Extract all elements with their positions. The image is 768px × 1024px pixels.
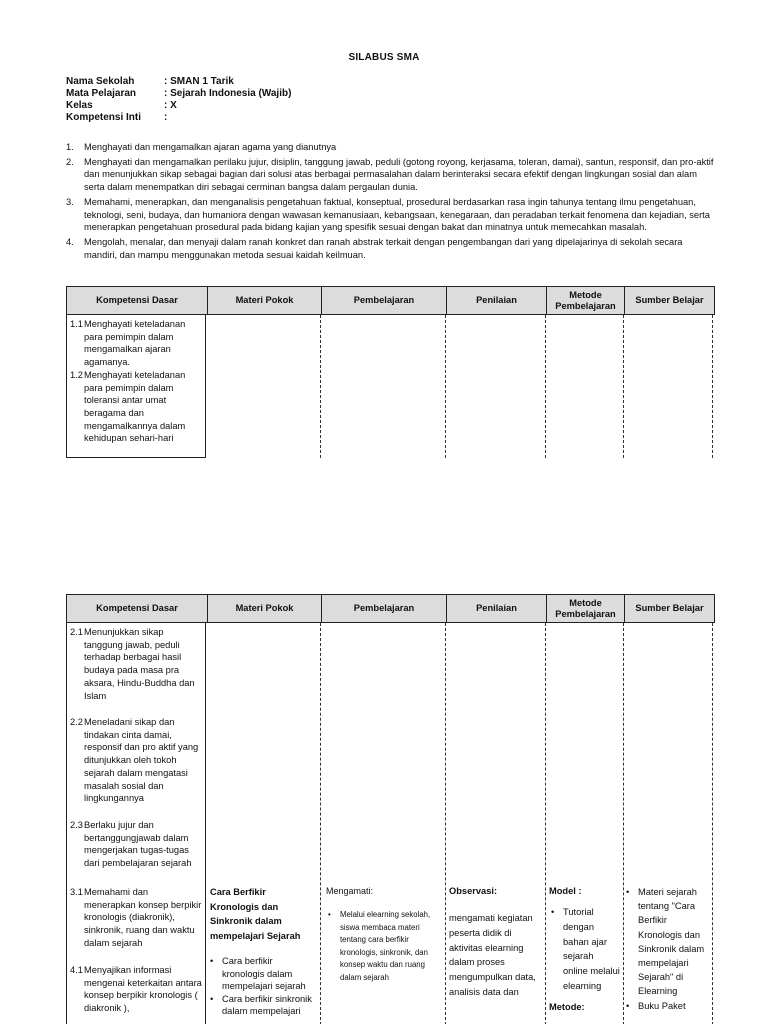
list-text: Memahami, menerapkan, dan menganalisis pengetahuan faktual, konseptual, prosedural berdasarkan rasa ingin tahunya tentang ilmu pengetahuan, teknologi, seni, budaya, dan humaniora dengan wawasan kemanusiaan, kebangsaan, kenegaraan, dan peradaban terkait fenomena dan kejadian, serta menerapkan pengetahuan prosedural pada bidang kajian yang spesifik sesuai dengan bakat dan minatnya untuk memecahkan masalah. xyxy=(84,196,710,233)
materi-cell xyxy=(206,315,320,458)
table-row xyxy=(66,315,715,458)
sumber-list xyxy=(624,885,709,1013)
list-number: 2. xyxy=(66,156,74,167)
header-penilaian: Penilaian xyxy=(446,287,546,314)
kd-text: Menyajikan informasi mengenai keterkaitan antara konsep berpikir kronologis ( diakronik ), xyxy=(84,965,202,1014)
syllabus-table-2 xyxy=(66,594,715,1024)
kd-cell xyxy=(66,623,206,1024)
kd-number: 2.1 xyxy=(70,627,83,637)
meta-label: Kelas xyxy=(66,100,93,111)
sumber-cell xyxy=(623,623,713,1024)
header-sumber-belajar: Sumber Belajar xyxy=(624,595,714,622)
school-info xyxy=(66,76,291,124)
metode-cell xyxy=(545,315,623,458)
pembelajaran-list xyxy=(326,909,441,984)
meta-value: : xyxy=(164,112,168,123)
list-item: • Cara berfikir kronologis dalam mempelajari sejarah xyxy=(208,955,316,993)
kd-item xyxy=(67,318,205,369)
meta-value: : X xyxy=(164,100,177,111)
table-header xyxy=(66,594,715,623)
list-number: 1. xyxy=(66,142,74,152)
kd-item xyxy=(67,886,205,950)
list-item: • Materi sejarah tentang "Cara Berfikir Kronologis dan Sinkronik dalam mempelajari Sejarah" di Elearning xyxy=(624,885,709,999)
penilaian-content xyxy=(449,885,541,1000)
kd-number: 3.1 xyxy=(70,887,83,897)
sumber-content xyxy=(624,885,709,1013)
penilaian-cell xyxy=(445,623,545,1024)
sumber-cell xyxy=(623,315,713,458)
penilaian-cell xyxy=(445,315,545,458)
list-text: Menghayati dan mengamalkan perilaku jujur, disiplin, tanggung jawab, peduli (gotong royong, kerjasama, toleran, damai), santun, responsif, dan pro-aktif dan menunjukkan sikap sebagai bagian dari solusi atas berbagai permasalahan dalam berinteraksi secara efektif dengan lingkungan sosial dan alam serta dalam menempatkan diri sebagai cerminan bangsa dalam pergaulan dunia. xyxy=(84,156,714,193)
document-title: SILABUS SMA xyxy=(348,52,420,63)
class-row xyxy=(66,100,291,112)
kd-number: 4.1 xyxy=(70,965,83,975)
metode-heading-2: Metode: xyxy=(549,1001,585,1012)
pembelajaran-cell xyxy=(320,315,445,458)
core-competence-list xyxy=(66,141,716,263)
pembelajaran-cell xyxy=(320,623,445,1024)
metode-cell xyxy=(545,623,623,1024)
list-item: • Cara berfikir sinkronik dalam mempelajari xyxy=(208,993,316,1018)
header-kompetensi-dasar: Kompetensi Dasar xyxy=(96,603,178,613)
kd-number: 1.2 xyxy=(70,369,83,380)
kd-item xyxy=(67,819,205,870)
header-kompetensi-dasar: Kompetensi Dasar xyxy=(96,295,178,305)
kd-text: Menghayati keteladanan para pemimpin dalam toleransi antar umat beragama dan mengamalkannya dalam kehidupan sehari-hari xyxy=(84,369,186,444)
kd-text: Berlaku jujur dan bertanggungjawab dalam mengerjakan tugas-tugas dari pembelajaran sejarah xyxy=(84,820,192,869)
table-header xyxy=(66,286,715,315)
kd-text: Meneladani sikap dan tindakan cinta damai, responsif dan pro aktif yang ditunjukkan oleh tokoh sejarah dalam mengatasi masalah sosial dan lingkungannya xyxy=(84,717,199,804)
kd-item xyxy=(67,369,205,445)
list-item: • Buku Paket xyxy=(624,999,709,1013)
list-item xyxy=(66,196,716,234)
meta-label: Nama Sekolah xyxy=(66,76,135,87)
meta-value: : SMAN 1 Tarik xyxy=(164,76,234,87)
table-row xyxy=(66,623,715,1024)
kd-item xyxy=(67,716,205,805)
list-item xyxy=(66,156,716,194)
pembelajaran-content xyxy=(326,885,441,984)
materi-cell xyxy=(206,623,320,1024)
materi-list xyxy=(208,955,316,1018)
header-metode: Metode Pembelajaran xyxy=(546,287,624,314)
header-materi-pokok: Materi Pokok xyxy=(207,287,321,314)
meta-value: : Sejarah Indonesia (Wajib) xyxy=(164,88,292,99)
materi-content xyxy=(210,885,316,1018)
header-metode: Metode Pembelajaran xyxy=(546,595,624,622)
list-text: Menghayati dan mengamalkan ajaran agama yang dianutnya xyxy=(84,142,337,152)
header-penilaian: Penilaian xyxy=(446,595,546,622)
penilaian-heading: Observasi: xyxy=(449,886,498,896)
list-number: 3. xyxy=(66,196,74,207)
metode-content xyxy=(549,885,620,1012)
meta-label: Kompetensi Inti xyxy=(66,112,142,123)
kd-item xyxy=(67,964,205,1015)
list-number: 4. xyxy=(66,236,74,247)
list-item xyxy=(66,141,716,154)
kd-text: Memahami dan menerapkan konsep berpikir kronologis (diakronik), sinkronik, ruang dan waktu dalam sejarah xyxy=(84,887,202,948)
core-competence-row xyxy=(66,112,291,124)
kd-item xyxy=(67,626,205,702)
penilaian-text: mengamati kegiatan peserta didik di aktivitas elearning dalam proses mengumpulkan data, analisis data dan xyxy=(449,913,536,997)
header-sumber-belajar: Sumber Belajar xyxy=(624,287,714,314)
header-pembelajaran: Pembelajaran xyxy=(321,287,446,314)
kd-number: 1.1 xyxy=(70,319,83,329)
list-text: Mengolah, menalar, dan menyaji dalam ranah konkret dan ranah abstrak terkait dengan pengembangan dari yang dipelajarinya di sekolah secara mandiri, dan mampu menggunakan metoda sesuai kaidah keilmuan. xyxy=(84,236,683,260)
list-item xyxy=(66,236,716,261)
list-item: • Tutorial dengan bahan ajar sejarah online melalui elearning xyxy=(549,905,620,994)
header-materi-pokok: Materi Pokok xyxy=(207,595,321,622)
meta-label: Mata Pelajaran xyxy=(66,88,137,99)
subject-row xyxy=(66,88,291,100)
kd-text: Menunjukkan sikap tanggung jawab, peduli terhadap berbagai hasil budaya pada masa pra aksara, Hindu-Buddha dan Islam xyxy=(84,627,195,701)
kd-text: Menghayati keteladanan para pemimpin dalam mengamalkan ajaran agamanya. xyxy=(84,319,186,368)
pembelajaran-heading: Mengamati: xyxy=(326,886,374,896)
metode-list xyxy=(549,905,620,994)
list-item: • Melalui elearning sekolah, siswa membaca materi tentang cara berfikir kronologis, sinkronik, dan konsep waktu dan ruang dalam sejarah xyxy=(326,909,441,984)
header-pembelajaran: Pembelajaran xyxy=(321,595,446,622)
kd-number: 2.2 xyxy=(70,717,83,727)
kd-cell xyxy=(66,315,206,458)
metode-heading: Model : xyxy=(549,886,582,896)
kd-number: 2.3 xyxy=(70,820,83,830)
materi-title: Cara Berfikir Kronologis dan Sinkronik dalam mempelajari Sejarah xyxy=(210,887,301,941)
syllabus-table-1 xyxy=(66,286,715,458)
school-name-row xyxy=(66,76,291,88)
